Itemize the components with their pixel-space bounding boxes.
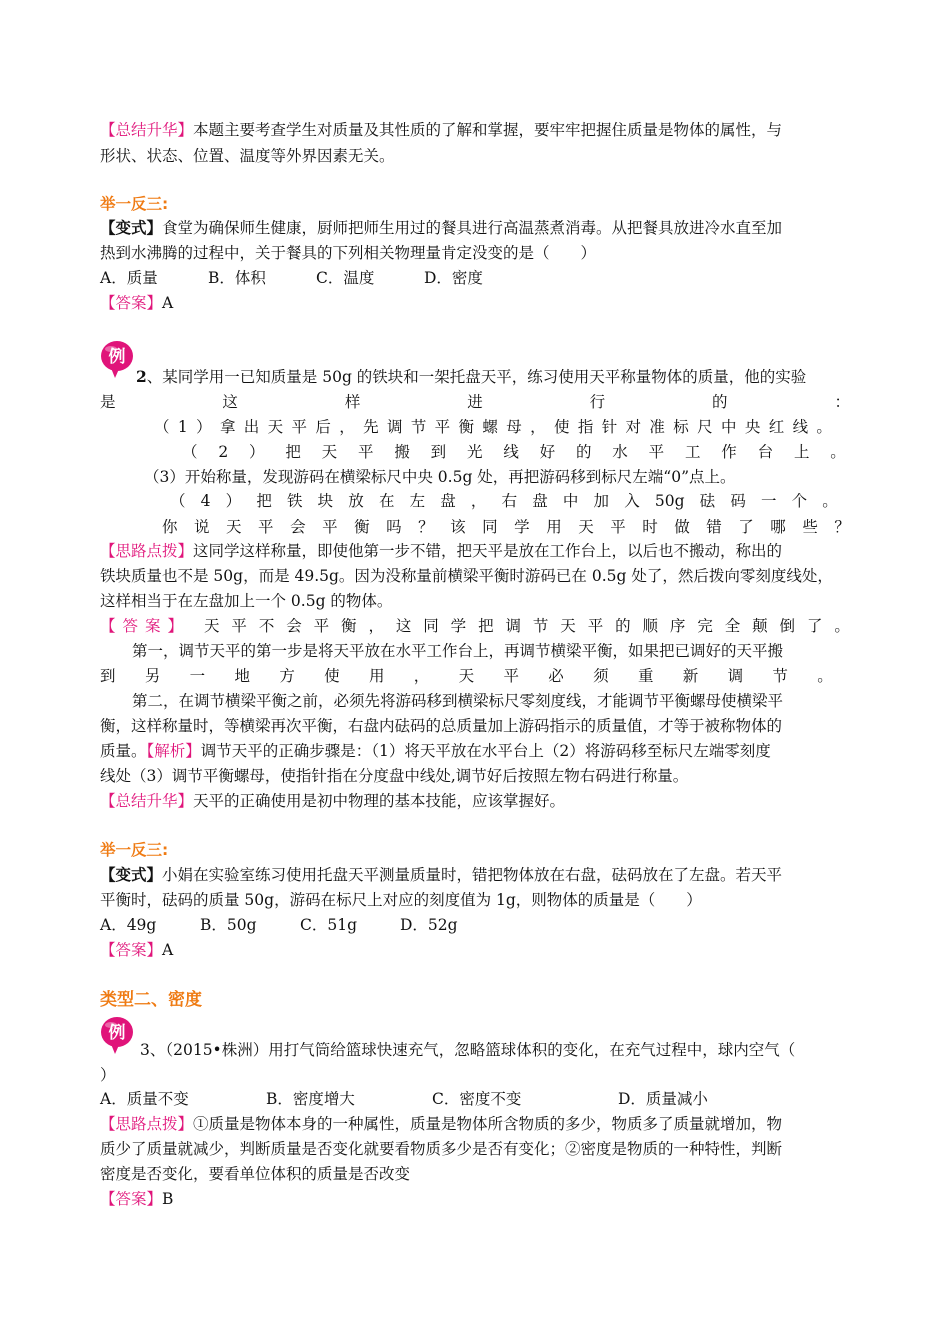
variant-line-1: [100, 216, 782, 240]
variant-text: 食堂为确保师生健康，厨师把师生用过的餐具进行高温蒸煮消毒。从把餐具放进冷水直至加: [162, 219, 783, 237]
word: 标: [673, 418, 689, 436]
word: 些: [802, 518, 818, 536]
word: ，: [470, 492, 487, 510]
word: 盘: [532, 492, 548, 510]
example2-line-2: [100, 390, 850, 414]
word: 天: [226, 518, 242, 536]
word: 使: [324, 667, 340, 685]
word: 天: [458, 667, 475, 685]
hint-text: 这同学这样称量，即使他第一步不错，把天平是放在工作台上，以后也不搬动，称出的: [193, 542, 783, 560]
word: 。: [817, 667, 833, 685]
word: 右: [501, 492, 518, 510]
word: 4: [200, 492, 211, 510]
word: 进: [467, 393, 483, 411]
word: 完: [697, 617, 713, 635]
word: 调: [505, 617, 521, 635]
word: 。: [834, 617, 850, 635]
word: 尺: [697, 418, 713, 436]
word: 学: [450, 617, 467, 635]
word: 中: [562, 492, 579, 510]
word: 先: [363, 418, 379, 436]
example2-text: 、某同学用一已知质量是 50g 的铁块和一架托盘天平，练习使用天平称量物体的质量，他的实验: [146, 368, 807, 386]
hint3-line-2: 质少了质量就减少，判断质量是否变化就要看物质多少是否有变化；②密度是物质的一种特性，判断: [100, 1140, 783, 1158]
word: 50g: [654, 492, 685, 510]
answer-line-5: 衡，这样称量时，等横梁再次平衡，右盘内砝码的总质量加上游码指示的质量值，才等于被称物体的: [100, 717, 783, 735]
word: 螺: [482, 418, 498, 436]
word: 左: [409, 492, 426, 510]
word: 衡: [458, 418, 475, 436]
word: 这: [395, 617, 412, 635]
word: 到: [430, 443, 447, 461]
example-icon: [99, 1014, 135, 1054]
word: 平: [648, 443, 665, 461]
word: 加: [593, 492, 610, 510]
word: 把: [285, 443, 301, 461]
word: 平: [587, 617, 604, 635]
word: 后: [315, 418, 331, 436]
word: 行: [589, 393, 606, 411]
variant2-heading: 举一反三:: [100, 841, 169, 859]
answer-line-1: [100, 614, 850, 638]
word: 的: [615, 617, 631, 635]
word: 央: [744, 418, 761, 436]
word: 全: [724, 617, 741, 635]
summary-line-1: [100, 118, 782, 142]
word: 衡: [341, 617, 357, 635]
word: 错: [706, 518, 722, 536]
answer-words: [204, 614, 850, 638]
word: 颠: [752, 617, 768, 635]
answer-value: A: [162, 294, 174, 312]
word: 天: [578, 518, 594, 536]
option-c: C．温度: [316, 269, 375, 287]
word: 拿: [219, 418, 236, 436]
example2-number: 2: [136, 367, 147, 386]
word: 出: [243, 418, 260, 436]
word: 码: [730, 492, 746, 510]
word: ）: [225, 492, 242, 510]
hint3-text: ①质量是物体本身的一种属性，质量是物体所含物质的多少，物质多了质量就增加，物: [193, 1115, 783, 1133]
word: 平: [291, 418, 308, 436]
hint3-line-1: [100, 1112, 782, 1136]
option-d: D．52g: [400, 916, 458, 934]
word: 上: [793, 443, 810, 461]
word: ，: [530, 418, 546, 436]
option-a: A．49g: [100, 916, 157, 934]
answer-tag: 【答案】: [100, 941, 163, 959]
example2-line-1: [136, 365, 806, 389]
word: 重: [637, 667, 654, 685]
word: 作: [721, 443, 737, 461]
answer-tag: 【答案】: [100, 1190, 163, 1208]
word: 块: [317, 492, 334, 510]
word: 针: [601, 418, 618, 436]
word: 的: [575, 443, 592, 461]
word: 做: [674, 518, 690, 536]
word: 入: [624, 492, 640, 510]
word: 会: [286, 617, 302, 635]
word: 一: [189, 667, 206, 685]
word: 天: [560, 617, 576, 635]
svg-text:例: 例: [108, 347, 126, 367]
variant-heading: 举一反三:: [100, 195, 169, 213]
word: 另: [144, 667, 161, 685]
hint-line-1: [100, 539, 782, 563]
option-a: A．质量: [100, 269, 158, 287]
variant-answer: [100, 291, 173, 315]
variant2-options: [100, 913, 458, 937]
word: 盘: [440, 492, 456, 510]
word: 用: [546, 518, 562, 536]
word: 方: [279, 667, 295, 685]
example2-step2: [182, 440, 846, 464]
word: 须: [593, 667, 609, 685]
word: 哪: [770, 518, 786, 536]
word: 天: [267, 418, 284, 436]
summary2-line: [100, 789, 565, 813]
word: 调: [386, 418, 403, 436]
variant2-line-2: 平衡时，砝码的质量 50g，游码在标尺上对应的刻度值为 1g，则物体的质量是（ ）: [100, 891, 702, 909]
word: 用: [368, 667, 385, 685]
word: 指: [577, 418, 594, 436]
summary-text: 本题主要考查学生对质量及其性质的了解和掌握，要牢牢把握住质量是物体的属性，与: [193, 121, 783, 139]
variant2-line-1: [100, 863, 782, 887]
example2-step4: [170, 489, 838, 513]
word: 衡: [354, 518, 370, 536]
option-c: C．51g: [300, 916, 358, 934]
option-b: B．密度增大: [266, 1090, 355, 1108]
answer-line-6: [100, 739, 771, 763]
word: 了: [738, 518, 754, 536]
option-b: B．体积: [208, 269, 266, 287]
word: 铁: [286, 492, 303, 510]
word: ，: [413, 667, 430, 685]
word: 了: [806, 617, 823, 635]
svg-text:例: 例: [108, 1023, 126, 1043]
word: 到: [100, 667, 116, 685]
word: 学: [514, 518, 530, 536]
hint3-line-3: 密度是否变化，要看单位体积的质量是否改变: [100, 1165, 411, 1183]
word: ？: [834, 518, 850, 536]
answer-tag: 【答案】: [100, 294, 163, 312]
word: 1: [177, 418, 188, 436]
word: 这: [222, 393, 238, 411]
variant2-tag: 【变式】: [100, 865, 163, 884]
word: 时: [642, 518, 658, 536]
word: 。: [816, 418, 832, 436]
example-icon: [99, 338, 135, 378]
summary2-text: 天平的正确使用是初中物理的基本技能，应该掌握好。: [193, 792, 566, 810]
variant2-text: 小娟在实验室练习使用托盘天平测量质量时，错把物体放在右盘，砝码放在了左盘。若天平: [162, 866, 783, 884]
option-d: D．质量减小: [618, 1090, 708, 1108]
answer-tag: 【答案】: [100, 617, 191, 635]
word: 平: [434, 418, 451, 436]
word: 光: [466, 443, 483, 461]
variant2-answer: [100, 938, 173, 962]
word: 。: [822, 492, 838, 510]
word: 使: [553, 418, 570, 436]
example3-answer: [100, 1187, 173, 1211]
variant-tag: 【变式】: [100, 218, 163, 237]
word: ？: [418, 518, 434, 536]
word: 该: [450, 518, 466, 536]
word: 样: [344, 393, 361, 411]
word: 平: [258, 518, 274, 536]
word: 节: [410, 418, 427, 436]
word: 同: [482, 518, 498, 536]
word: 个: [791, 492, 808, 510]
word: 平: [503, 667, 519, 685]
option-b: B．50g: [200, 916, 257, 934]
word: 节: [532, 617, 549, 635]
word: 2: [218, 443, 229, 461]
word: 中: [720, 418, 737, 436]
word: 好: [539, 443, 556, 461]
summary-line-2: 形状、状态、位置、温度等外界因素无关。: [100, 147, 395, 165]
word: 在: [378, 492, 395, 510]
answer-line-4: 第二，在调节横梁平衡之前，必须先将游码移到横梁标尺零刻度线，才能调节平衡螺母使横梁平: [132, 692, 784, 710]
word: 线: [792, 418, 809, 436]
example2-step3: （3）开始称量，发现游码在横梁标尺中央 0.5g 处，再把游码移到标尺左端“0”点上。: [144, 468, 736, 486]
example3-line-2: ）: [100, 1066, 116, 1084]
summary-tag: 【总结升华】: [100, 121, 194, 139]
word: 序: [669, 617, 686, 635]
word: 不: [258, 617, 275, 635]
word: ）: [196, 418, 212, 436]
answer-value: A: [162, 941, 174, 959]
variant-options: [100, 266, 483, 290]
word: 把: [478, 617, 494, 635]
word: 母: [506, 418, 522, 436]
word: 说: [194, 518, 210, 536]
option-a: A．质量不变: [100, 1090, 189, 1108]
summary2-tag: 【总结升华】: [100, 792, 194, 810]
example3-line-1: 3、（2015•株洲）用打气筒给篮球快速充气，忽略篮球体积的变化，在充气过程中，球内空气（: [140, 1041, 796, 1059]
hint-tag: 【思路点拨】: [100, 542, 194, 560]
word: ：: [834, 393, 850, 411]
word: 同: [423, 617, 439, 635]
example2-question: [162, 515, 850, 539]
answer-line-3: [100, 664, 833, 688]
word: 水: [612, 443, 628, 461]
word: 搬: [394, 443, 410, 461]
analysis-tag: 【解析】: [146, 742, 201, 760]
analysis-text: 调节天平的正确步骤是：（1）将天平放在水平台上（2）将游码移至标尺左端零刻度: [200, 742, 771, 760]
answer-text-pre: 质量。: [100, 742, 147, 760]
word: 平: [610, 518, 626, 536]
word: 是: [100, 393, 116, 411]
word: 调: [727, 667, 744, 685]
word: 倒: [779, 617, 796, 635]
word: （: [182, 443, 198, 461]
word: 地: [234, 667, 250, 685]
word: 新: [682, 667, 699, 685]
word: 天: [204, 617, 220, 635]
option-c: C．密度不变: [432, 1090, 522, 1108]
hint-line-2: 铁块质量也不是 50g，而是 49.5g。因为没称量前横梁平衡时游码已在 0.5g 处了，然后拨向零刻度线处，: [100, 567, 833, 585]
option-d: D．密度: [424, 269, 483, 287]
word: 。: [830, 443, 846, 461]
word: 工: [684, 443, 701, 461]
word: 你: [162, 518, 178, 536]
word: ，: [368, 617, 384, 635]
word: 红: [768, 418, 785, 436]
word: 对: [625, 418, 642, 436]
word: 平: [322, 518, 338, 536]
word: 顺: [642, 617, 659, 635]
word: 把: [256, 492, 272, 510]
word: 节: [772, 667, 788, 685]
example3-options: [100, 1087, 708, 1111]
word: 线: [503, 443, 519, 461]
word: 吗: [386, 518, 402, 536]
answer-line-2: 第一，调节天平的第一步是将天平放在水平工作台上，再调节横梁平衡，如果把已调好的天平搬: [132, 642, 784, 660]
hint3-tag: 【思路点拨】: [100, 1115, 194, 1133]
word: ）: [249, 443, 265, 461]
variant-line-2: 热到水沸腾的过程中，关于餐具的下列相关物理量肯定没变的是（ ）: [100, 244, 597, 262]
word: 砝: [699, 492, 716, 510]
word: 准: [649, 418, 665, 436]
word: ，: [339, 418, 355, 436]
word: （: [170, 492, 186, 510]
word: 平: [313, 617, 330, 635]
word: 台: [757, 443, 774, 461]
type2-heading: 类型二、密度: [100, 990, 202, 1010]
word: 平: [358, 443, 374, 461]
word: 的: [712, 393, 728, 411]
word: 平: [231, 617, 247, 635]
word: 必: [548, 667, 564, 685]
word: 会: [290, 518, 306, 536]
word: 一: [760, 492, 777, 510]
example2-step1: [154, 415, 832, 439]
hint-line-3: 这样相当于在左盘加上一个 0.5g 的物体。: [100, 592, 393, 610]
word: 放: [348, 492, 364, 510]
word: （: [154, 418, 170, 436]
answer-line-7: 线处（3）调节平衡螺母，使指针指在分度盘中线处,调节好后按照左物右码进行称量。: [100, 767, 689, 785]
word: 天: [321, 443, 338, 461]
answer-value: B: [162, 1190, 174, 1208]
